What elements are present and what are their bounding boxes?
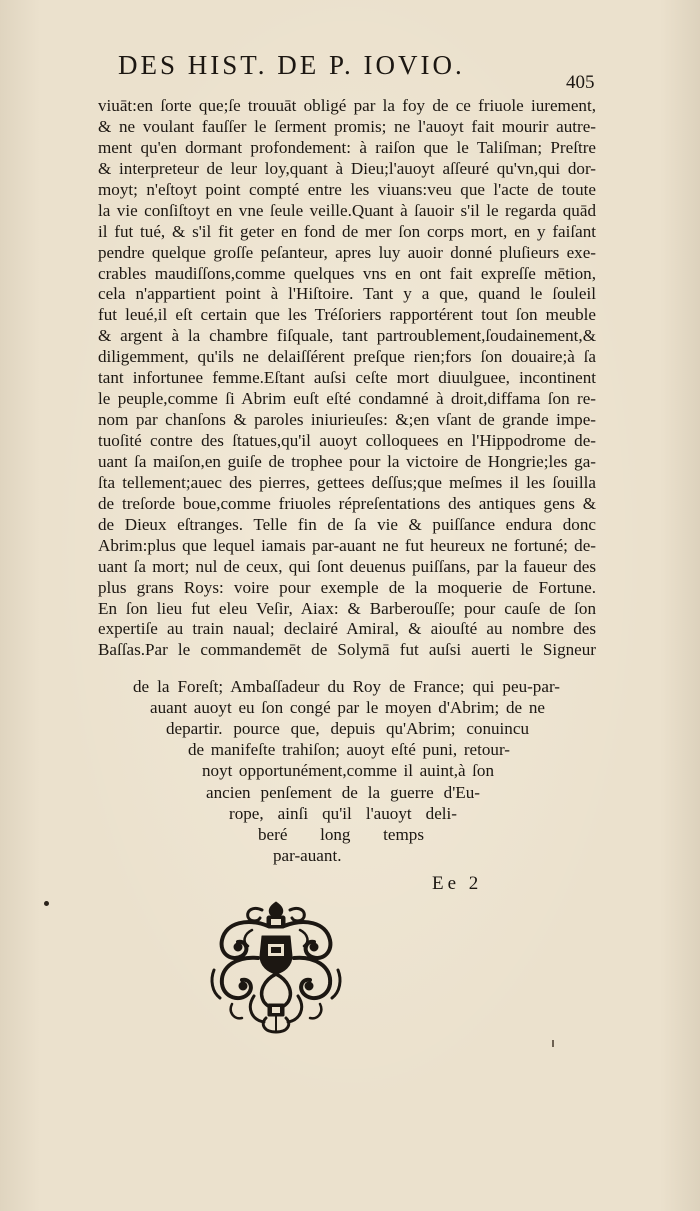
running-head: DES HIST. DE P. IOVIO.: [118, 50, 465, 80]
tail-line: noyt opportunément,comme il auint,à ſon: [202, 761, 494, 780]
text-line: viuāt:en ſorte que;ſe trouuāt obligé par la foy de ce friuole iurement,: [98, 96, 596, 115]
text-line: plus grans Roys: voire pour exemple de la moquerie de Fortune.: [98, 577, 596, 597]
body-text: [98, 96, 596, 661]
tail-line: departir. pource que, depuis qu'Abrim; conuincu: [166, 719, 529, 738]
page-number: 405: [566, 72, 595, 93]
text-line: uant ſa mort; nul de ceux, qui ſont deuenus puiſſans, par la faueur des: [98, 556, 596, 576]
signature-mark: Ee 2: [432, 873, 483, 894]
text-line: pendre quelque groſſe peſanteur, apres luy auoir donné pluſieurs exe-: [98, 242, 596, 262]
floral-tailpiece-ornament-icon: [208, 900, 344, 1034]
text-line: ſta tellement;auec des pierres, gettees deſſus;que meſmes il les ſouilla: [98, 472, 596, 492]
text-line: uant ſa maiſon,en guiſe de trophee pour la victoire de Hongrie;les ga-: [98, 451, 596, 471]
text-line: de treſorde boue,comme friuoles répreſentations des antiques gens &: [98, 493, 596, 513]
text-line: nom par chanſons & paroles iniurieuſes: &;en vſant de grande impe-: [98, 410, 596, 430]
tail-line: de manifeſte trahiſon; auoyt eſté puni, retour-: [188, 740, 510, 759]
text-line: & ne voulant fauſſer le ſerment promis; ne l'auoyt fait mourir autre-: [98, 116, 596, 136]
ink-mark: [552, 1040, 554, 1047]
tail-line: par-auant.: [273, 846, 342, 865]
text-line: fut leué,il eſt certain que les Tréſoriers rapportérent tout ſon meuble: [98, 305, 596, 325]
text-line: tuoſité contre des ſtatues,qu'il auoyt colloquees en l'Hippodrome de-: [98, 431, 596, 450]
text-line: ment qu'en dormant profondement: à raiſon que le Taliſman; Preſtre: [98, 137, 596, 157]
text-line: tant infortunee femme.Eſtant auſsi ceſte mort diuulguee, incontinent: [98, 368, 596, 388]
tail-line: beré long temps: [258, 825, 424, 844]
text-line: Baſſas.Par le commandemēt de Solymā fut auſsi auerti le Signeur: [98, 640, 596, 660]
tail-line: ancien penſement de la guerre d'Eu-: [206, 783, 480, 802]
text-line: la vie conſiſtoyt en vne ſeule veille.Quant à ſauoir s'il le regarda quād: [98, 200, 596, 220]
text-line: & interpreteur de leur loy,quant à Dieu;l'auoyt aſſeuré qu'vn,qui dor-: [98, 158, 596, 178]
text-line: Abrim:plus que lequel iamais par-auant ne fut heureux ne fortuné; de-: [98, 535, 596, 555]
tail-line: auant auoyt eu ſon congé par le moyen d'Abrim; de ne: [150, 698, 545, 717]
tail-line: rope, ainſi qu'il l'auoyt deli-: [229, 804, 457, 823]
text-line: expertiſe au train naual; declairé Amiral, & aiouſté au nombre des: [98, 619, 596, 639]
text-line: de Dieux eſtranges. Telle fin de ſa vie & puiſſance endura donc: [98, 514, 596, 534]
tail-line: de la Foreſt; Ambaſſadeur du Roy de France; qui peu-par-: [133, 677, 560, 696]
text-line: & argent à la chambre fiſquale, tant partroublement,ſoudainement,&: [98, 326, 596, 346]
text-line: diligemment, qu'ils ne delaiſſérent preſque rien;fors ſon douaire;à ſa: [98, 347, 596, 367]
text-line: En ſon lieu fut eleu Veſir, Aiax: & Barberouſſe; pour cauſe de ſon: [98, 598, 596, 618]
text-line: cela n'appartient point à l'Hiſtoire. Tant y a que, quand le ſouleil: [98, 284, 596, 304]
text-line: moyt; n'eſtoyt point compté entre les viuans:veu que l'acte de toute: [98, 179, 596, 199]
ink-dot: [44, 901, 49, 906]
text-line: le peuple,comme ſi Abrim euſt eſté condamné à droit,diffama ſon re-: [98, 389, 596, 409]
text-line: crables maudiſſons,comme quelques vns en ont fait expreſſe mētion,: [98, 263, 596, 283]
text-line: il fut tué, & s'il fit geter en fond de mer ſon corps mort, en y faiſant: [98, 221, 596, 241]
